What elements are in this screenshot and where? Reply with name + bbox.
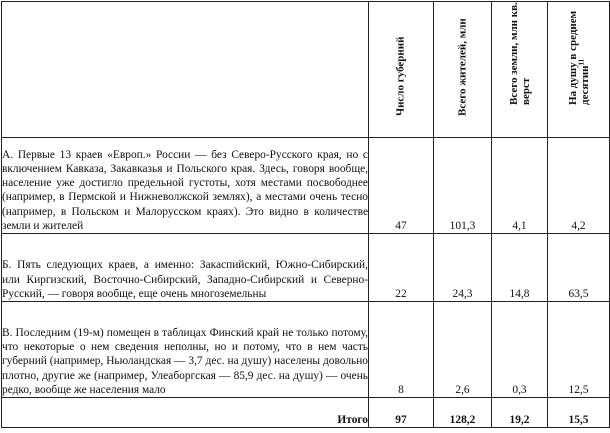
cell-land: 0,3: [492, 302, 548, 398]
total-per-capita: 15,5: [548, 398, 610, 428]
cell-gubernias: 8: [369, 302, 434, 398]
cell-gubernias: 47: [369, 138, 434, 234]
total-gubernias: 97: [369, 398, 434, 428]
statistics-table: [1, 1, 610, 428]
table-row: [2, 234, 610, 302]
total-row: [2, 398, 610, 428]
header-gubernias: [369, 2, 434, 138]
header-blank-cell: [2, 2, 369, 138]
header-per-capita-label: На душу в среднем десятин: [566, 10, 591, 105]
total-land: 19,2: [492, 398, 548, 428]
header-land-label: Всего земли, млн кв. верст: [507, 2, 532, 105]
total-label: Итого: [2, 398, 369, 428]
cell-population: 24,3: [434, 234, 492, 302]
table-row: [2, 302, 610, 398]
row-description: Б. Пять следующих краев, а именно: Закаспийский, Южно-Сибирский, или Киргизский, Восточно-Сибирский, Западно-Сибирский и Северно-Русский, — говоря вообще, еще очень многоземельны: [2, 234, 369, 302]
table-header-row: [2, 2, 610, 138]
cell-land: 4,1: [492, 138, 548, 234]
header-per-capita-text: [567, 0, 591, 105]
header-population: [434, 2, 492, 138]
header-per-capita: [548, 2, 610, 138]
cell-population: 2,6: [434, 302, 492, 398]
cell-per-capita: 4,2: [548, 138, 610, 234]
footnote-marker: 11: [576, 58, 585, 66]
cell-per-capita: 12,5: [548, 302, 610, 398]
header-land: [492, 2, 548, 138]
header-population-text: Всего жителей, млн: [456, 18, 468, 116]
cell-land: 14,8: [492, 234, 548, 302]
total-population: 128,2: [434, 398, 492, 428]
header-land-text: [508, 0, 532, 105]
cell-population: 101,3: [434, 138, 492, 234]
header-gubernias-text: Число губерний: [394, 36, 407, 116]
table-row: [2, 138, 610, 234]
row-description: А. Первые 13 краев «Европ.» России — без Северо-Русского края, но с включением Кавказа, Закавказья и Польского края. Здесь, говоря вообще, население уже достигло предельной густоты, хотя местами посвободнее (например, в Пермской и Нижневолжской землях), а местами очень тесно (например, в Польском и Малорусском краях). Это видно в количестве земли и жителей: [2, 138, 369, 234]
row-description: В. Последним (19-м) помещен в таблицах Финский край не только потому, что некоторые о нем сведения неполны, но и потому, что в нем часть губерний (например, Ньюландская — 3,7 дес. на душу) населены довольно плотно, другие же (например, Улеаборгская — 85,9 дес. на душу) — очень редко, вообще же населения мало: [2, 302, 369, 398]
cell-gubernias: 22: [369, 234, 434, 302]
cell-per-capita: 63,5: [548, 234, 610, 302]
